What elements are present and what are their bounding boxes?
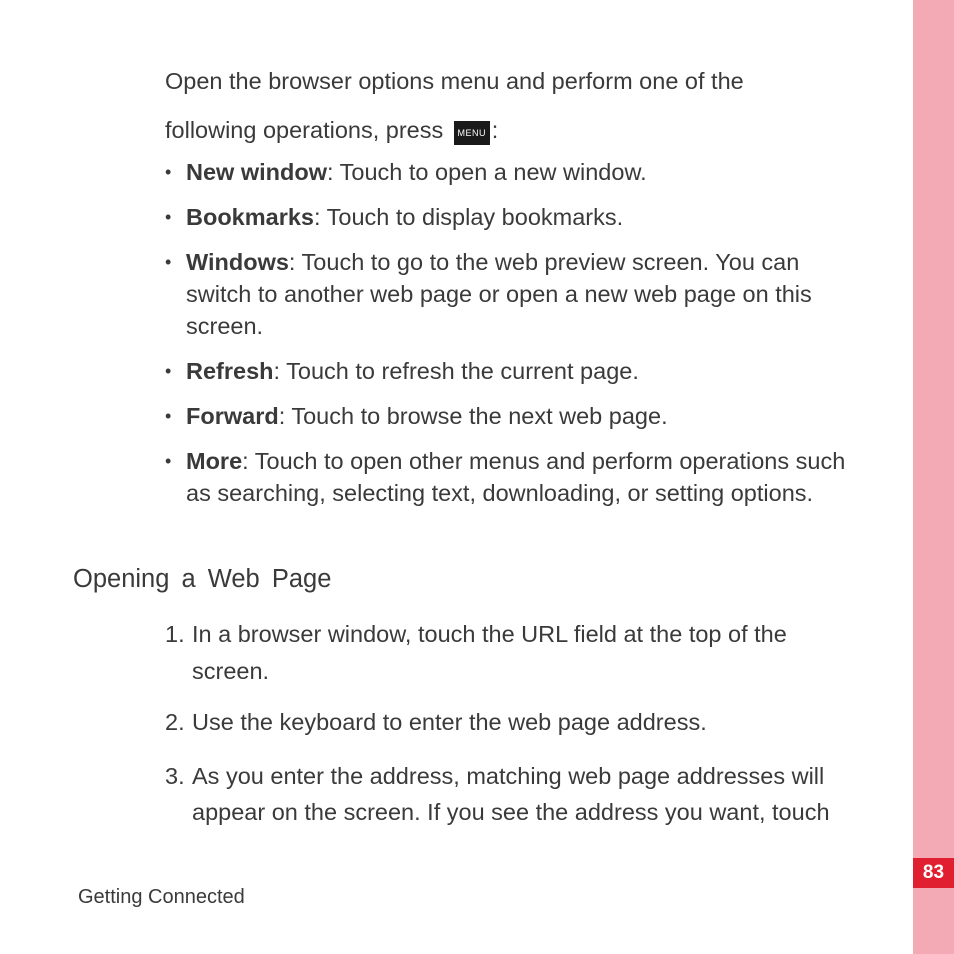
step-number: 3. [165,763,185,789]
options-list [165,156,865,522]
step-number: 1. [165,621,185,647]
step-2 [165,706,885,738]
list-item-refresh [165,355,865,387]
intro-line-2-text: following operations, press [165,117,444,143]
bullet-text: : Touch to open a new window. [327,159,647,185]
bullet-term: More [186,448,243,474]
list-item-new-window [165,156,865,188]
step-text: As you enter the address, matching web page addresses will appear on the screen. If you see the address you want, touch [192,763,830,825]
page-number: 83 [913,858,954,888]
step-number: 2. [165,709,185,735]
bullet-icon: • [165,162,172,182]
bullet-icon: • [165,252,172,272]
intro-line-2 [165,115,498,145]
bullet-term: Windows [186,249,289,275]
bullet-text: : Touch to go to the web preview screen. You can switch to another web page or open a new web page on this screen. [186,249,812,339]
bullet-icon: • [165,361,172,381]
section-heading: Opening a Web Page [73,565,332,593]
bullet-text: : Touch to browse the next web page. [278,403,668,429]
step-3 [165,758,885,830]
menu-key-icon: MENU [454,121,490,145]
step-1 [165,616,885,690]
list-item-bookmarks [165,201,865,233]
bullet-term: New window [186,159,327,185]
list-item-forward [165,400,865,432]
bullet-text: : Touch to open other menus and perform operations such as searching, selecting text, downloading, or setting options. [186,448,846,506]
intro-line-1: Open the browser options menu and perform one of the [165,68,744,94]
bullet-text: : Touch to refresh the current page. [273,358,639,384]
step-text: Use the keyboard to enter the web page address. [192,709,707,735]
footer-section-title: Getting Connected [78,886,245,908]
list-item-windows [165,246,865,342]
step-text: In a browser window, touch the URL field at the top of the screen. [192,621,787,684]
bullet-icon: • [165,406,172,426]
list-item-more [165,445,865,509]
bullet-icon: • [165,207,172,227]
bullet-term: Forward [186,403,279,429]
side-margin-bar [913,0,954,954]
bullet-text: : Touch to display bookmarks. [314,204,624,230]
bullet-term: Refresh [186,358,274,384]
bullet-term: Bookmarks [186,204,314,230]
bullet-icon: • [165,451,172,471]
intro-colon: : [491,117,499,143]
